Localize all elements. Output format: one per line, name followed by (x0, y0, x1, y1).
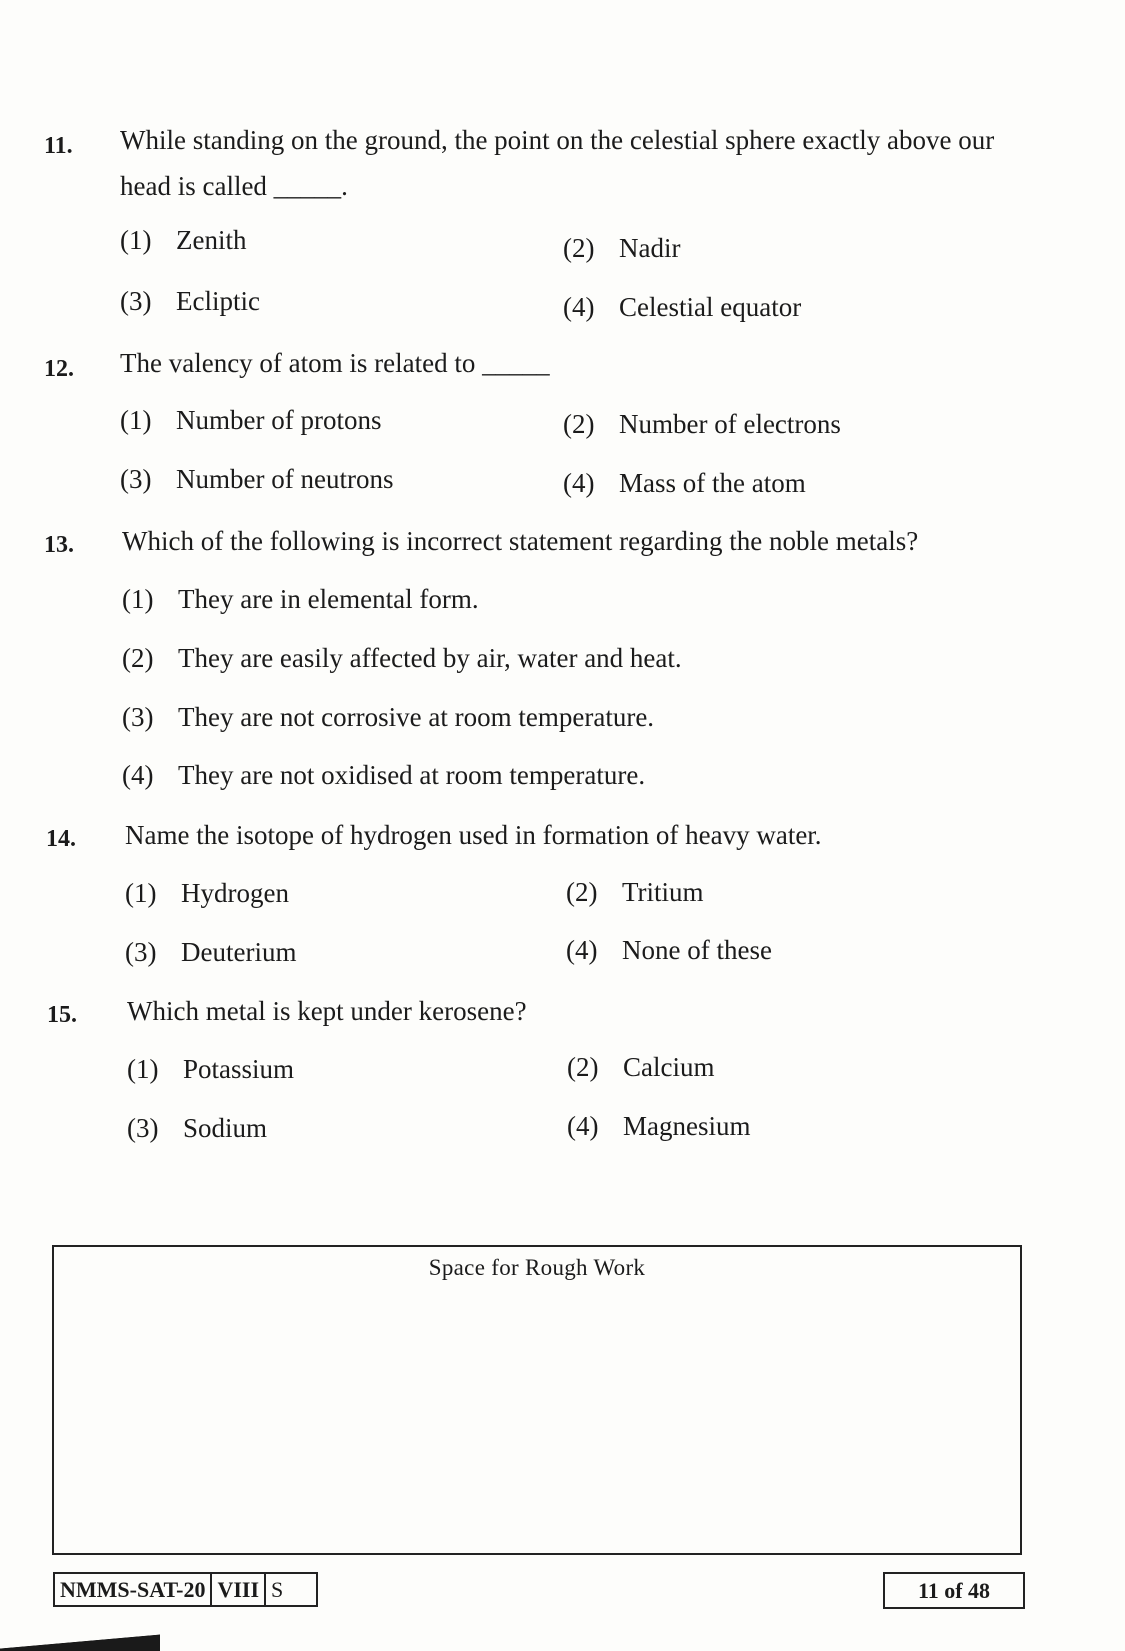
option-2: (2) Tritium (566, 877, 704, 907)
question-number: 12. (44, 356, 74, 382)
option-2: (2) They are easily affected by air, water and heat. (122, 643, 682, 673)
option-1: (1) Number of protons (120, 405, 382, 435)
class-label: VIII (212, 1574, 266, 1605)
option-4: (4) Mass of the atom (563, 468, 806, 498)
option-2: (2) Nadir (563, 233, 681, 263)
question-text: While standing on the ground, the point on the celestial sphere exactly above our head is called _____. (120, 125, 995, 201)
option-4: (4) They are not oxidised at room temperature. (122, 760, 646, 790)
option-3: (3) Ecliptic (120, 286, 260, 316)
option-1: (1) Zenith (120, 225, 247, 255)
question-number: 13. (44, 532, 74, 558)
option-4: (4) Celestial equator (563, 292, 802, 322)
option-3: (3) Deuterium (125, 937, 297, 967)
option-2: (2) Number of electrons (563, 409, 841, 439)
option-3: (3) Number of neutrons (120, 464, 394, 494)
option-1: (1) They are in elemental form. (122, 584, 479, 614)
page-number: 11 of 48 (883, 1572, 1025, 1609)
option-3: (3) Sodium (127, 1113, 268, 1143)
question-number: 14. (46, 826, 76, 852)
option-4: (4) Magnesium (567, 1111, 751, 1141)
exam-code: NMMS-SAT-20 (55, 1574, 212, 1605)
option-3: (3) They are not corrosive at room temperature. (122, 702, 655, 732)
rough-work-box (52, 1245, 1022, 1555)
option-1: (1) Hydrogen (125, 878, 289, 908)
question-number: 15. (47, 1002, 77, 1028)
question-text: Which metal is kept under kerosene? (127, 996, 527, 1026)
scan-edge-shadow (0, 1628, 160, 1651)
question-number: 11. (44, 133, 73, 159)
option-1: (1) Potassium (127, 1054, 295, 1084)
section-label: S (271, 1577, 284, 1602)
question-text: Which of the following is incorrect statement regarding the noble metals? (122, 526, 919, 556)
option-4: (4) None of these (566, 935, 772, 965)
footer-exam-code-box (53, 1572, 318, 1607)
rough-work-title: Space for Rough Work (428, 1255, 646, 1280)
option-2: (2) Calcium (567, 1052, 715, 1082)
question-text: The valency of atom is related to _____ (120, 348, 550, 378)
question-text: Name the isotope of hydrogen used in formation of heavy water. (125, 820, 822, 850)
